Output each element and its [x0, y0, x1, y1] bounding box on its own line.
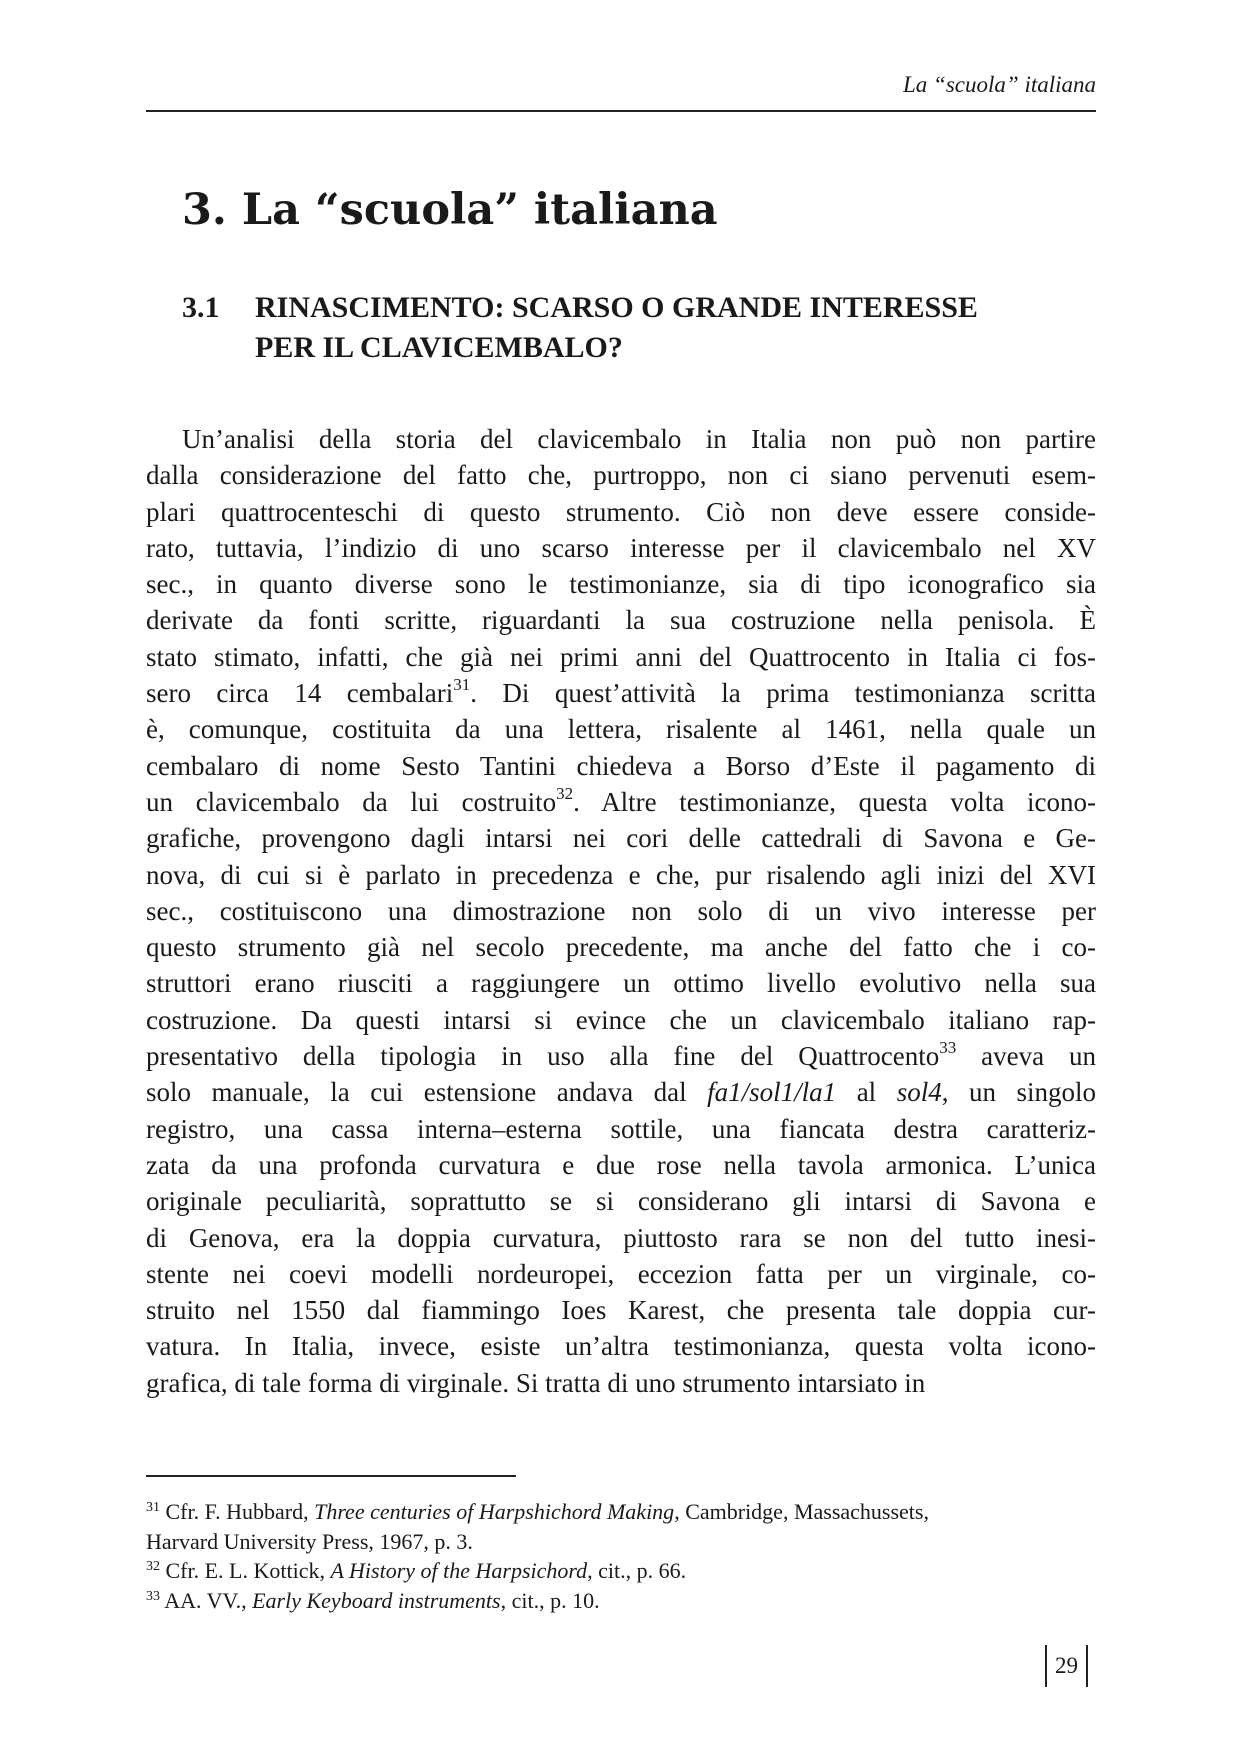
footnote — [146, 1556, 1096, 1586]
body-line: sec., in quanto diverse sono le testimonianze, sia di tipo iconografico sia — [146, 569, 1096, 600]
body-line: stato stimato, infatti, che già nei primi anni del Quattrocento in Italia ci fos- — [146, 641, 1096, 672]
body-text-span: presentativo della tipologia in uso alla fine del Quattrocento — [146, 1041, 940, 1072]
body-line: costruzione. Da questi intarsi si evince che un clavicembalo italiano rap- — [146, 1004, 1096, 1035]
footnote-number: 33 — [146, 1588, 160, 1604]
body-text-span: . Altre testimonianze, questa volta icono- — [573, 786, 1096, 817]
body-line: grafiche, provengono dagli intarsi nei cori delle cattedrali di Savona e Ge- — [146, 823, 1096, 854]
body-line — [146, 784, 1096, 820]
body-line: derivate da fonti scritte, riguardanti la sua costruzione nella penisola. È — [146, 605, 1096, 636]
body-line: rato, tuttavia, l’indizio di uno scarso interesse per il clavicembalo nel XV — [146, 532, 1096, 563]
chapter-title: 3. La “scuola” italiana — [182, 185, 718, 235]
body-text-span: , un singolo — [941, 1077, 1096, 1108]
footnote-continuation: Harvard University Press, 1967, p. 3. — [146, 1528, 473, 1554]
body-line: stente nei coevi modelli nordeuropei, eccezion fatta per un virginale, co- — [146, 1258, 1096, 1289]
footnote-ref: 33 — [939, 1038, 957, 1058]
body-line: struttori erano riusciti a raggiungere un ottimo livello evolutivo nella sua — [146, 968, 1096, 999]
footnote-text: , Cambridge, Massachussets, — [674, 1499, 929, 1524]
footnote-number: 31 — [146, 1500, 160, 1515]
footnote-title: Three centuries of Harpshichord Making — [314, 1499, 675, 1524]
footnote-text: Cfr. F. Hubbard, — [160, 1499, 315, 1524]
section-title — [182, 288, 1062, 368]
body-line: questo strumento già nel secolo precedente, ma anche del fatto che i co- — [146, 932, 1096, 963]
body-line: dalla considerazione del fatto che, purtroppo, non ci siano pervenuti esem- — [146, 460, 1096, 491]
section-number: 3.1 — [182, 291, 220, 324]
footnote-rule — [146, 1475, 516, 1477]
body-line: Un’analisi della storia del clavicembalo in Italia non può non partire — [182, 424, 1096, 454]
footnote-title: Early Keyboard instruments — [252, 1587, 501, 1613]
page-number: 29 — [1045, 1645, 1088, 1687]
body-line — [146, 1074, 1096, 1110]
body-line: struito nel 1550 dal fiammingo Ioes Karest, che presenta tale doppia cur- — [146, 1295, 1096, 1326]
body-line — [146, 675, 1096, 711]
footnote-text: , cit., p. 10. — [500, 1587, 600, 1613]
header-rule — [146, 110, 1096, 112]
footnote — [146, 1497, 1096, 1527]
body-line: di Genova, era la doppia curvatura, piuttosto rara se non del tutto inesi- — [146, 1222, 1096, 1253]
footnote-text: AA. VV., — [160, 1587, 253, 1613]
footnote-number: 32 — [146, 1559, 160, 1574]
italic-term: sol4 — [896, 1077, 942, 1108]
body-line: cembalaro di nome Sesto Tantini chiedeva a Borso d’Este il pagamento di — [146, 750, 1096, 781]
footnote-ref: 32 — [556, 783, 574, 803]
body-text-span: aveva un — [956, 1041, 1097, 1072]
section-title-line1: RINASCIMENTO: SCARSO O GRANDE INTERESSE — [255, 291, 978, 324]
body-text-span: al — [836, 1077, 897, 1108]
footnotes — [146, 1497, 1096, 1615]
running-head: La “scuola” italiana — [903, 72, 1096, 97]
body-line: grafica, di tale forma di virginale. Si tratta di uno strumento intarsiato in — [146, 1367, 926, 1398]
footnote-ref: 31 — [453, 675, 471, 695]
body-text-span: solo manuale, la cui estensione andava dal — [146, 1077, 708, 1108]
section-title-line2: PER IL CLAVICEMBALO? — [255, 331, 623, 364]
body-text-span: . Di quest’attività la prima testimonianza scritta — [470, 678, 1097, 709]
body-paragraph — [146, 421, 1096, 1401]
body-line: plari quattrocenteschi di questo strumento. Ciò non deve essere conside- — [146, 496, 1096, 527]
body-line: zata da una profonda curvatura e due rose nella tavola armonica. L’unica — [146, 1149, 1096, 1180]
italic-term: fa1/sol1/la1 — [707, 1077, 837, 1108]
footnote-text: , cit., p. 66. — [587, 1558, 687, 1583]
footnote — [146, 1586, 1096, 1616]
body-line: nova, di cui si è parlato in precedenza e che, pur risalendo agli inizi del XVI — [146, 859, 1096, 890]
body-line: è, comunque, costituita da una lettera, risalente al 1461, nella quale un — [146, 714, 1096, 745]
body-line: sec., costituiscono una dimostrazione non solo di un vivo interesse per — [146, 895, 1096, 926]
body-line: registro, una cassa interna–esterna sottile, una fiancata destra caratteriz- — [146, 1113, 1096, 1144]
body-text-span: sero circa 14 cembalari — [146, 678, 454, 709]
body-text-span: un clavicembalo da lui costruito — [146, 786, 557, 817]
body-line: vatura. In Italia, invece, esiste un’altra testimonianza, questa volta icono- — [146, 1331, 1096, 1362]
footnote-text: Cfr. E. L. Kottick, — [160, 1558, 331, 1583]
body-line — [146, 1038, 1096, 1074]
body-line: originale peculiarità, soprattutto se si considerano gli intarsi di Savona e — [146, 1186, 1096, 1217]
footnote-title: A History of the Harpsichord — [330, 1558, 588, 1583]
